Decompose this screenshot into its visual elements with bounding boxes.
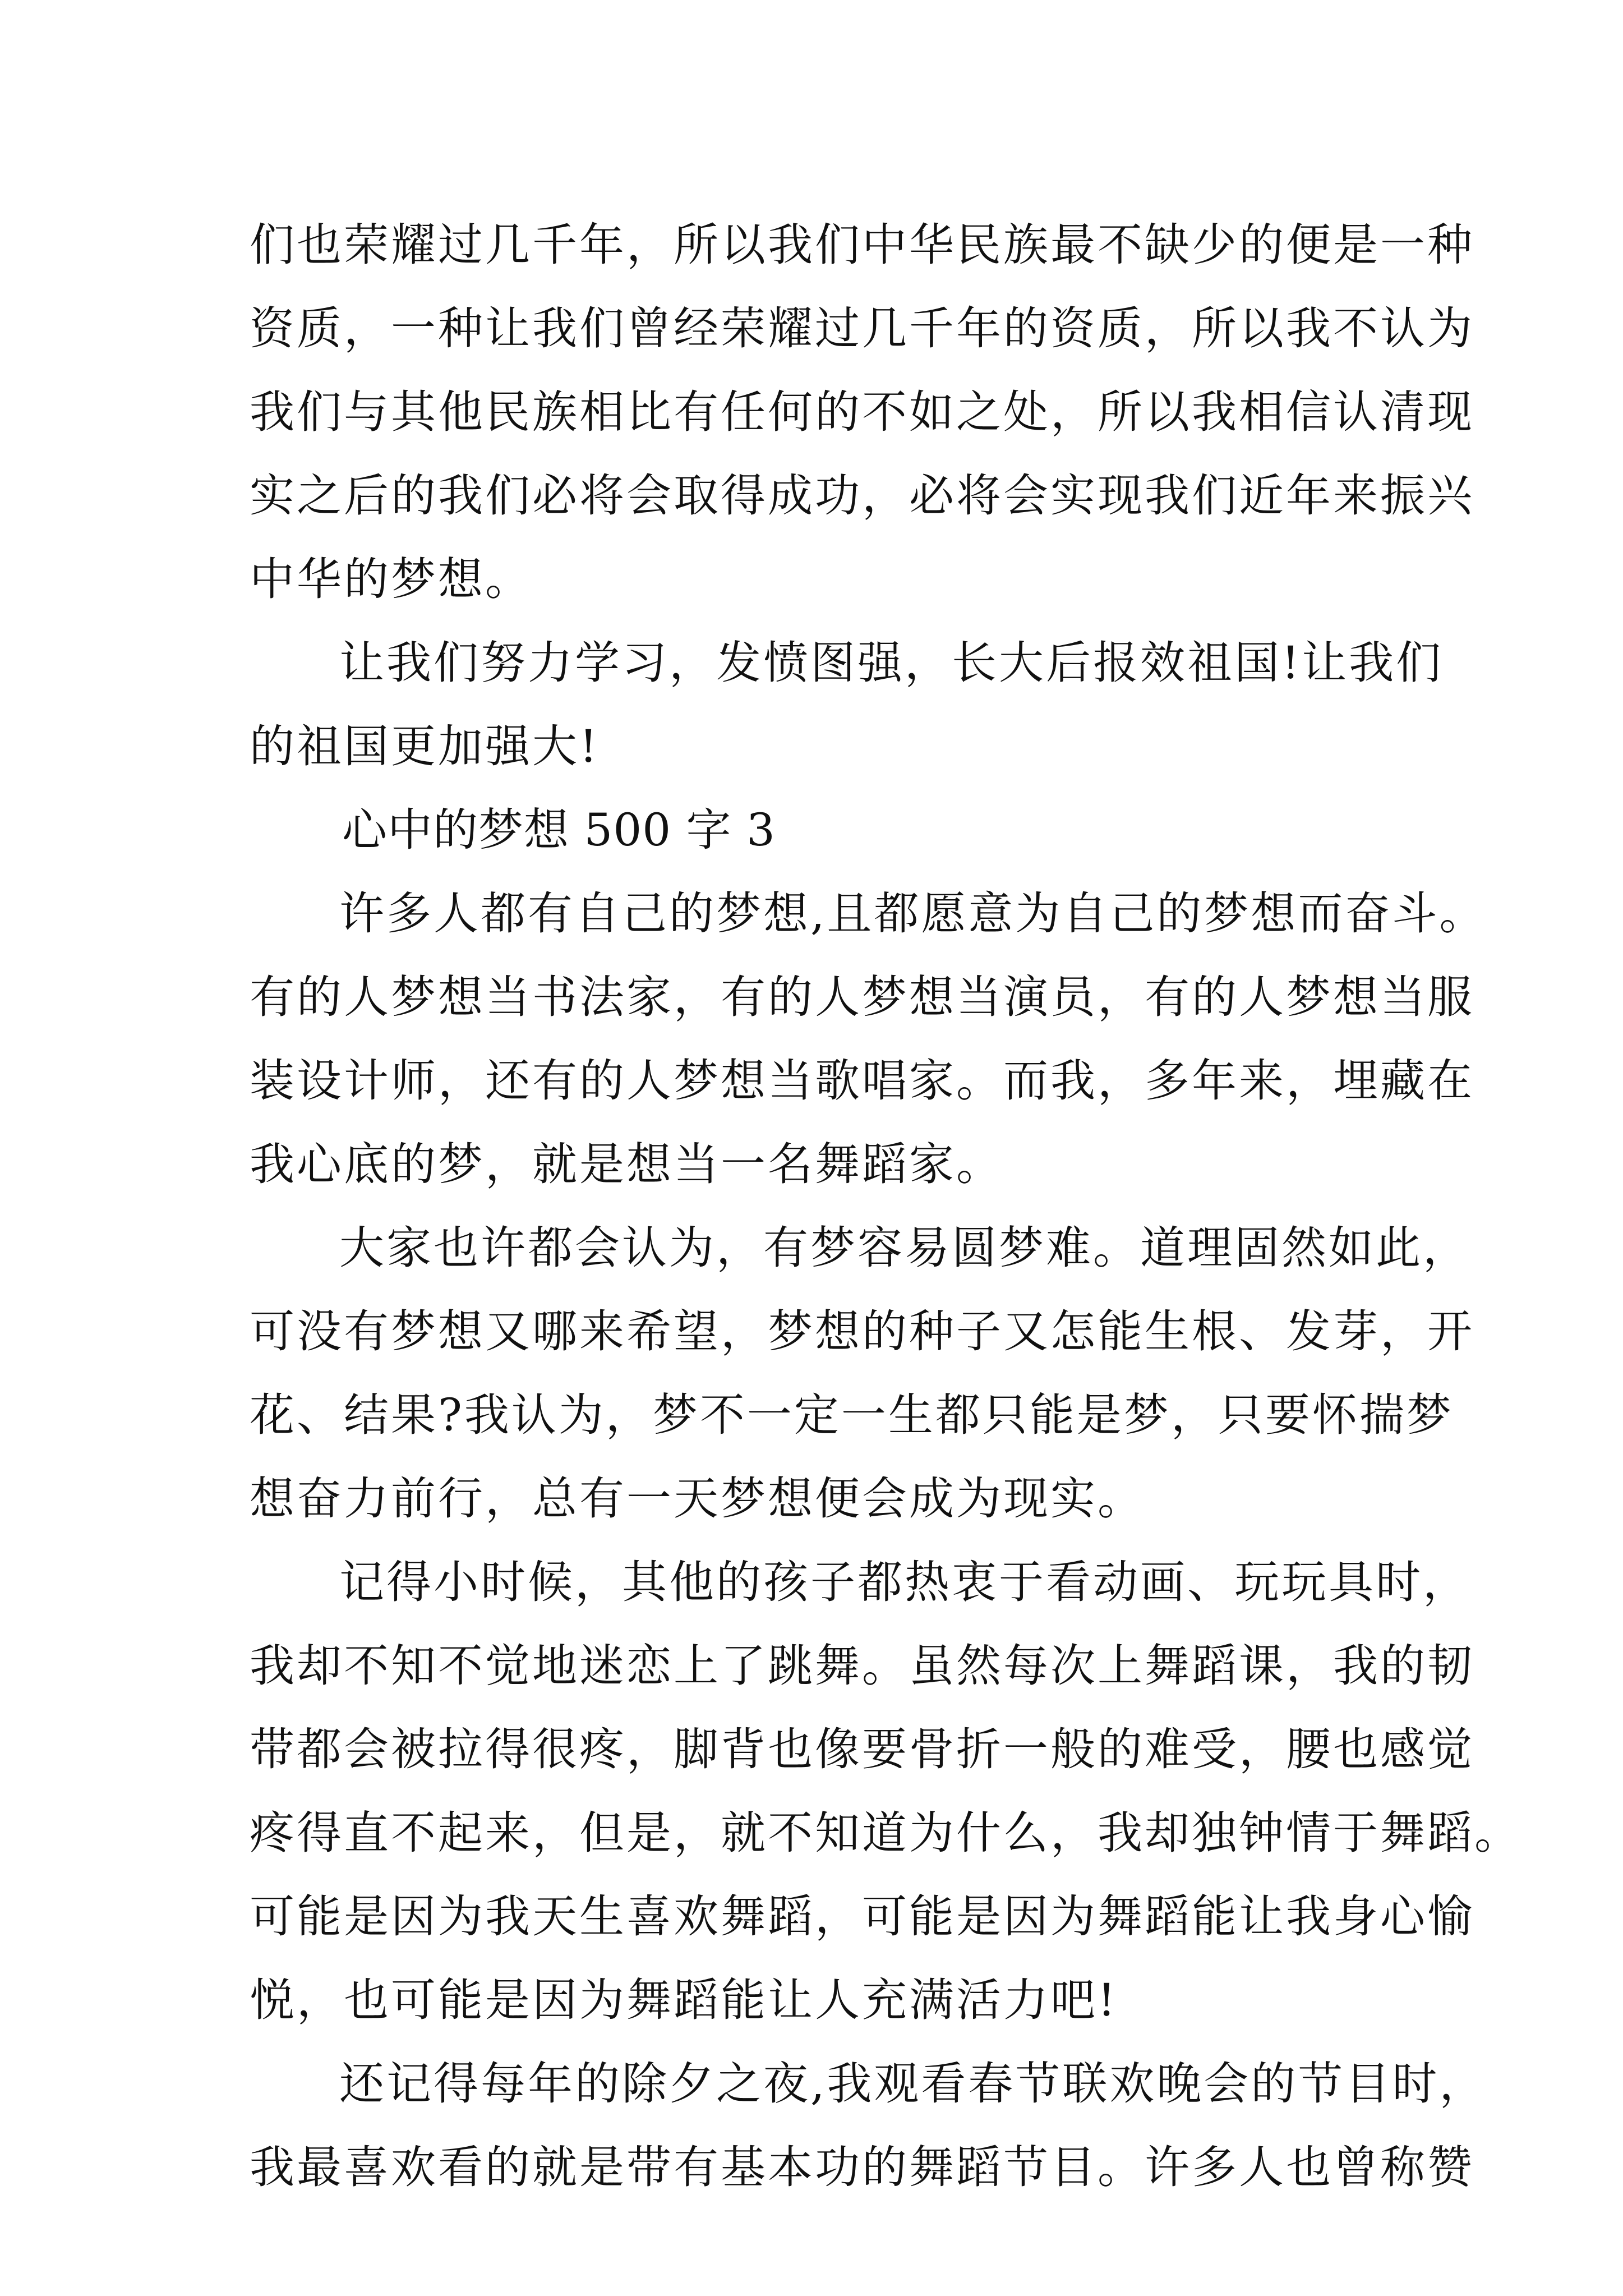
text-line: 让我们努力学习，发愤图强，长大后报效祖国!让我们	[339, 637, 1444, 689]
text-line: 们也荣耀过几千年，所以我们中华民族最不缺少的便是一种	[250, 219, 1474, 271]
text-line: 可没有梦想又哪来希望，梦想的种子又怎能生根、发芽，开	[250, 1305, 1474, 1358]
text-line: 可能是因为我天生喜欢舞蹈，可能是因为舞蹈能让我身心愉	[250, 1890, 1474, 1943]
text-line: 许多人都有自己的梦想,且都愿意为自己的梦想而奋斗。	[339, 887, 1487, 940]
text-line: 疼得直不起来，但是，就不知道为什么，我却独钟情于舞蹈。	[250, 1807, 1521, 1859]
text-line: 记得小时候，其他的孩子都热衷于看动画、玩玩具时，	[339, 1556, 1470, 1608]
section-heading: 心中的梦想 500 字 3	[342, 804, 776, 856]
text-line: 我们与其他民族相比有任何的不如之处，所以我相信认清现	[250, 386, 1474, 438]
text-line: 装设计师，还有的人梦想当歌唱家。而我，多年来，埋藏在	[250, 1055, 1474, 1107]
text-line: 想奋力前行，总有一天梦想便会成为现实。	[250, 1473, 1145, 1525]
text-line: 资质，一种让我们曾经荣耀过几千年的资质，所以我不认为	[250, 302, 1474, 355]
text-line: 我最喜欢看的就是带有基本功的舞蹈节目。许多人也曾称赞	[250, 2141, 1474, 2193]
text-line: 有的人梦想当书法家，有的人梦想当演员，有的人梦想当服	[250, 971, 1474, 1023]
text-line: 花、结果?我认为，梦不一定一生都只能是梦，只要怀揣梦	[250, 1389, 1454, 1441]
text-line: 还记得每年的除夕之夜,我观看春节联欢晚会的节目时，	[339, 2058, 1487, 2110]
body-text	[250, 203, 1521, 2209]
text-line: 我却不知不觉地迷恋上了跳舞。虽然每次上舞蹈课，我的韧	[250, 1640, 1474, 1692]
text-line: 我心底的梦，就是想当一名舞蹈家。	[250, 1138, 1003, 1190]
text-line: 实之后的我们必将会取得成功，必将会实现我们近年来振兴	[250, 470, 1474, 522]
text-line: 大家也许都会认为，有梦容易圆梦难。道理固然如此，	[339, 1222, 1470, 1274]
text-line: 带都会被拉得很疼，脚背也像要骨折一般的难受，腰也感觉	[250, 1723, 1474, 1775]
text-line: 悦，也可能是因为舞蹈能让人充满活力吧!	[250, 1974, 1118, 2026]
text-line: 的祖国更加强大!	[250, 720, 600, 772]
text-line: 中华的梦想。	[250, 553, 532, 605]
